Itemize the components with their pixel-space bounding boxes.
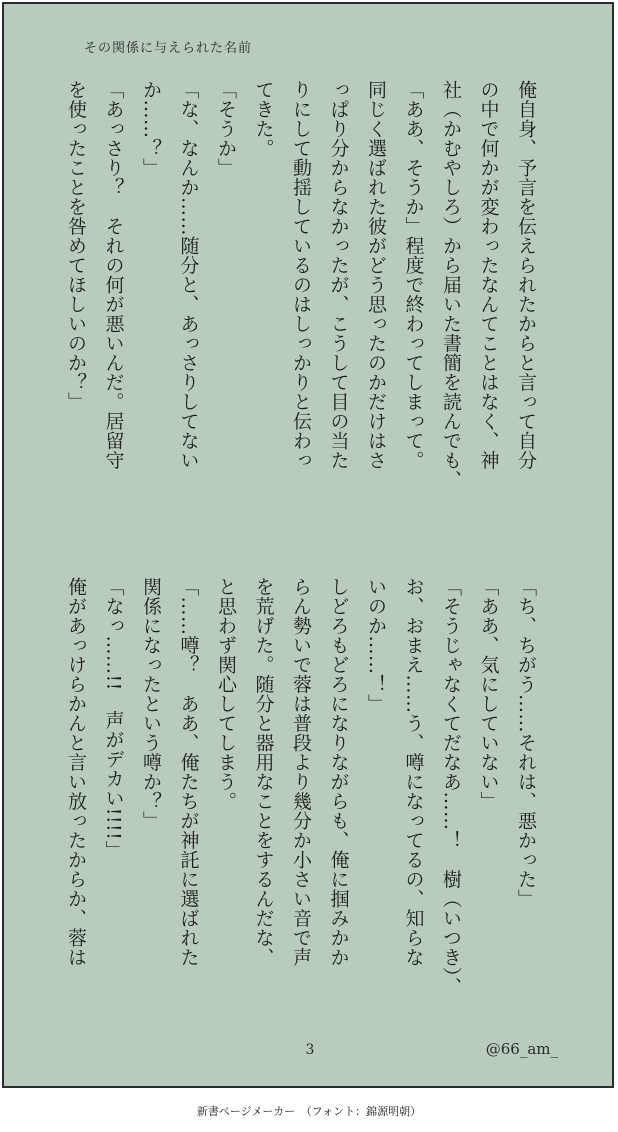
footer-credit: 新書ページメーカー （フォント：錦源明朝） [196,1105,422,1118]
text-line: 社（かむやしろ）から届いた書簡を読んでも、 [440,80,462,490]
text-line: お、おまえ……う、噂になってるの、知らな [402,577,425,967]
text-line: と思わず関心してしまう。 [215,577,237,811]
text-line: てきた。 [252,80,275,158]
chapter-title: その関係に与えられた名前 [84,41,253,56]
text-line: いのか……！」 [365,577,387,714]
text-line: 「そうじゃなくてだなあ……！ 樹（いつき）、 [440,577,462,997]
text-line: りにして動揺しているのはしっかりと伝わっ [290,80,312,470]
text-line: 「ああ、そうか」程度で終わってしまって。 [402,80,425,470]
author-handle: @66_am_ [485,1040,558,1058]
text-line: しどろもどろになりながらも、俺に掴みかか [327,577,350,967]
text-line: を使ったことを咎めてほしいのか？」 [65,80,87,412]
text-line: 「な、なんか……随分と、あっさりしてない [177,80,200,470]
text-block-upper [65,80,544,550]
text-line: 「ち、ちがう……それは、悪かった」 [515,577,537,909]
text-line: 「あっさり？ それの何が悪いんだ。居留守 [102,80,125,470]
text-line: 「そうか」 [215,80,237,178]
text-line: 「なっ……!! 声がデカい!!!!」 [102,577,125,860]
text-line: 「ああ、気にしていない」 [477,577,500,811]
text-block-lower [65,577,544,1047]
text-line: らん勢いで蓉は普段より幾分か小さい音で声 [290,577,312,967]
text-line: っぱり分からなかったが、こうして目の当た [327,80,350,470]
text-line: か……？」 [140,80,162,178]
book-page [2,2,614,1088]
text-line: 俺があっけらかんと言い放ったからか、蓉は [65,577,87,967]
text-line: 関係になったという噂か？」 [140,577,162,831]
text-line: を荒げた。随分と器用なことをするんだな、 [252,577,275,967]
text-line: 俺自身、予言を伝えられたからと言って自分 [515,80,537,470]
text-line: の中で何かが変わったなんてことはなく、神 [477,80,500,470]
text-line: 「……噂？ ああ、俺たちが神託に選ばれた [177,577,200,967]
page-number: 3 [305,1042,315,1058]
text-line: 同じく選ばれた彼がどう思ったのかだけはさ [365,80,387,470]
